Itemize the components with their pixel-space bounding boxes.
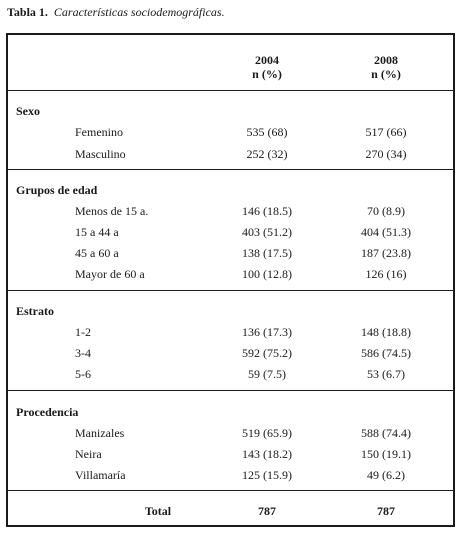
row-value-2008: 270 (34) bbox=[365, 147, 407, 161]
section-title: Estrato bbox=[16, 304, 54, 318]
row-value-2008: 70 (8.9) bbox=[367, 204, 405, 218]
row-value-2008: 49 (6.2) bbox=[367, 468, 405, 482]
row-value-2008: 53 (6.7) bbox=[367, 367, 405, 381]
row-value-2004: 59 (7.5) bbox=[248, 367, 286, 381]
row-value-2004: 136 (17.3) bbox=[242, 325, 292, 339]
row-value-2008: 588 (74.4) bbox=[361, 426, 411, 440]
row-label: Neira bbox=[75, 447, 102, 461]
row-label: 3-4 bbox=[75, 346, 91, 360]
section-divider bbox=[8, 169, 453, 170]
total-label: Total bbox=[144, 504, 172, 518]
row-label: 1-2 bbox=[75, 325, 91, 339]
header-year-2004: 2004 bbox=[255, 53, 279, 67]
total-value-2008: 787 bbox=[377, 504, 395, 518]
row-label: 5-6 bbox=[75, 367, 91, 381]
section-title: Grupos de edad bbox=[16, 183, 98, 197]
section-divider bbox=[8, 290, 453, 291]
row-value-2004: 403 (51.2) bbox=[242, 225, 292, 239]
row-value-2004: 146 (18.5) bbox=[242, 204, 292, 218]
section-divider bbox=[8, 390, 453, 391]
row-value-2008: 148 (18.8) bbox=[361, 325, 411, 339]
row-value-2004: 252 (32) bbox=[246, 147, 288, 161]
row-value-2004: 143 (18.2) bbox=[242, 447, 292, 461]
header-divider bbox=[8, 90, 453, 91]
row-label: 45 a 60 a bbox=[75, 246, 119, 260]
section-title: Procedencia bbox=[16, 405, 79, 419]
header-unit-2008: n (%) bbox=[371, 67, 401, 81]
row-value-2004: 100 (12.8) bbox=[242, 267, 292, 281]
header-year-2008: 2008 bbox=[374, 53, 398, 67]
header-unit-2004: n (%) bbox=[252, 67, 282, 81]
row-label: Mayor de 60 a bbox=[75, 267, 145, 281]
row-value-2008: 150 (19.1) bbox=[361, 447, 411, 461]
table-caption bbox=[7, 5, 225, 19]
row-value-2008: 586 (74.5) bbox=[361, 346, 411, 360]
data-table bbox=[6, 33, 455, 527]
table-caption-text: Características sociodemográficas. bbox=[53, 5, 225, 19]
row-label: Masculino bbox=[75, 147, 126, 161]
row-value-2004: 125 (15.9) bbox=[242, 468, 292, 482]
row-value-2008: 187 (23.8) bbox=[361, 246, 411, 260]
total-divider bbox=[8, 490, 453, 491]
row-value-2004: 138 (17.5) bbox=[242, 246, 292, 260]
row-label: Villamaría bbox=[75, 468, 126, 482]
row-value-2004: 592 (75.2) bbox=[242, 346, 292, 360]
row-value-2008: 404 (51.3) bbox=[361, 225, 411, 239]
section-title: Sexo bbox=[16, 104, 40, 118]
row-label: Menos de 15 a. bbox=[75, 204, 149, 218]
row-value-2004: 535 (68) bbox=[246, 125, 288, 139]
row-label: 15 a 44 a bbox=[75, 225, 119, 239]
total-value-2004: 787 bbox=[258, 504, 276, 518]
table-caption-label: Tabla 1. bbox=[7, 5, 48, 19]
row-value-2008: 517 (66) bbox=[365, 125, 407, 139]
row-label: Femenino bbox=[75, 125, 123, 139]
row-value-2004: 519 (65.9) bbox=[242, 426, 292, 440]
row-value-2008: 126 (16) bbox=[365, 267, 407, 281]
row-label: Manizales bbox=[75, 426, 125, 440]
